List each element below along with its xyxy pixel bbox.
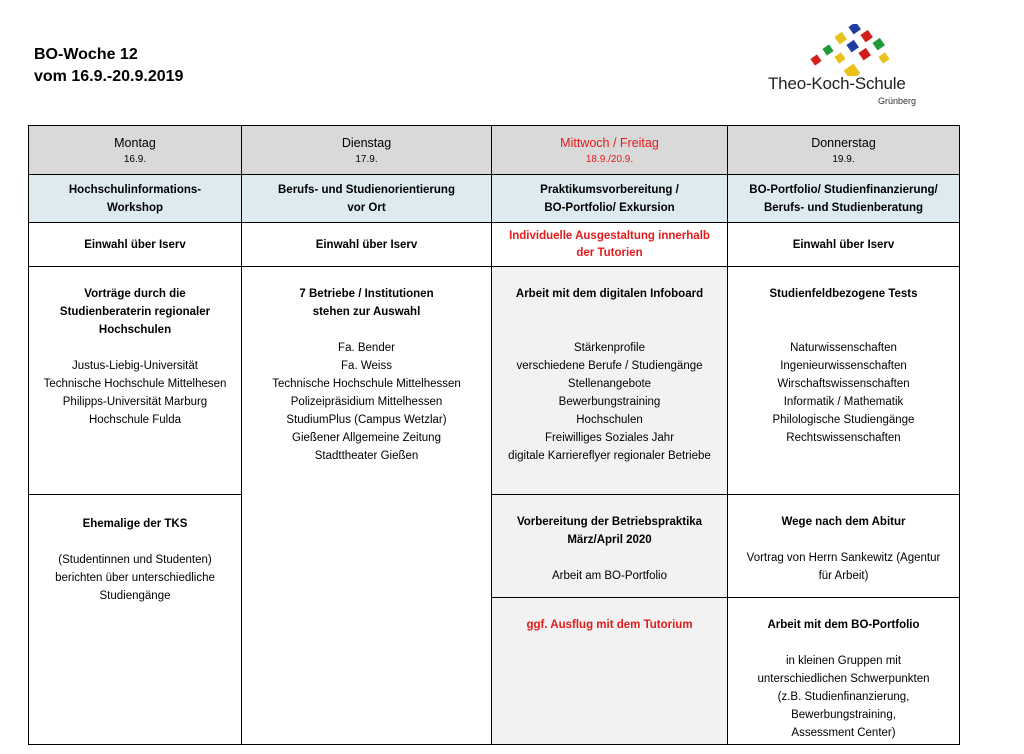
topic-line: Berufs- und Studienberatung <box>763 201 924 214</box>
day-name: Donnerstag <box>811 136 876 150</box>
school-logo <box>762 24 922 116</box>
title-week: BO-Woche 12 <box>34 46 138 63</box>
column-thursday <box>727 126 959 744</box>
session-block <box>29 494 241 744</box>
topic-line: Hochschulinformations- <box>68 183 202 196</box>
logo-subtext: Grünberg <box>878 96 917 106</box>
list-item: Gießener Allgemeine Zeitung <box>292 432 441 444</box>
day-header <box>29 126 241 175</box>
enrollment-cell <box>728 223 959 267</box>
enrollment-cell <box>242 223 491 267</box>
list-item: (Studentinnen und Studenten) <box>58 554 212 566</box>
day-date: 16.9. <box>123 154 147 165</box>
list-item: unterschiedlichen Schwerpunkten <box>757 673 930 685</box>
list-item: Ingenieurwissenschaften <box>780 360 907 372</box>
list-item: digitale Karriereflyer regionaler Betriebe <box>508 450 711 462</box>
topic-line: Praktikumsvorbereitung / <box>540 183 679 196</box>
day-name: Mittwoch / Freitag <box>560 136 659 150</box>
enrollment-text: Einwahl über Iserv <box>84 238 186 251</box>
day-date: 19.9. <box>832 154 855 165</box>
session-block <box>492 494 727 597</box>
enrollment-cell <box>29 223 241 267</box>
block-heading: Ehemalige der TKS <box>82 518 188 530</box>
list-item: Fa. Bender <box>338 342 395 354</box>
list-item: Stärkenprofile <box>574 342 645 354</box>
list-item: Bewerbungstraining <box>558 396 661 408</box>
day-name: Dienstag <box>341 136 392 150</box>
list-item: Hochschulen <box>576 414 643 426</box>
list-item: Fa. Weiss <box>341 360 392 372</box>
logo-squares-icon <box>762 24 922 76</box>
list-item: Assessment Center) <box>791 727 896 739</box>
list-item: StudiumPlus (Campus Wetzlar) <box>286 414 447 426</box>
topic-line: Workshop <box>106 201 163 214</box>
list-item: (z.B. Studienfinanzierung, <box>777 691 910 703</box>
list-item: für Arbeit) <box>818 570 869 582</box>
list-item: Studiengänge <box>99 590 171 602</box>
list-item: Justus-Liebig-Universität <box>72 360 198 372</box>
list-item: Philologische Studiengänge <box>772 414 915 426</box>
list-item: Hochschule Fulda <box>88 414 182 426</box>
list-item: Technische Hochschule Mittelhesen <box>43 378 227 390</box>
session-block <box>242 267 491 744</box>
list-item: Vortrag von Herrn Sankewitz (Agentur <box>746 552 941 564</box>
block-heading: Hochschulen <box>98 324 172 336</box>
session-block <box>728 494 959 597</box>
block-heading: ggf. Ausflug mit dem Tutorium <box>526 619 693 631</box>
session-block <box>492 267 727 494</box>
column-monday <box>29 126 241 744</box>
list-item: Wirschaftswissenschaften <box>777 378 910 390</box>
list-item: Technische Hochschule Mittelhessen <box>272 378 461 390</box>
session-block <box>492 597 727 744</box>
list-item: Stadttheater Gießen <box>314 450 419 462</box>
list-item: Arbeit am BO-Portfolio <box>551 570 668 582</box>
session-block <box>29 267 241 494</box>
topic-line: BO-Portfolio/ Exkursion <box>544 201 675 214</box>
topic-cell <box>242 175 491 223</box>
session-block <box>728 597 959 744</box>
enrollment-text: Individuelle Ausgestaltung innerhalb <box>509 229 710 242</box>
column-wednesday-friday <box>491 126 727 744</box>
enrollment-text: Einwahl über Iserv <box>792 238 895 251</box>
day-header <box>492 126 727 175</box>
day-date: 18.9./20.9. <box>585 154 634 165</box>
enrollment-cell <box>492 223 727 267</box>
list-item: Freiwilliges Soziales Jahr <box>544 432 675 444</box>
logo-text: Theo-Koch-Schule <box>768 74 906 93</box>
block-heading: Vorbereitung der Betriebspraktika <box>516 516 703 528</box>
enrollment-text: der Tutorien <box>576 246 643 259</box>
list-item: Informatik / Mathematik <box>783 396 904 408</box>
block-heading: Vorträge durch die <box>84 288 186 300</box>
topic-line: BO-Portfolio/ Studienfinanzierung/ <box>749 183 938 196</box>
day-header <box>728 126 959 175</box>
topic-cell <box>728 175 959 223</box>
list-item: Rechtswissenschaften <box>786 432 901 444</box>
list-item: Philipps-Universität Marburg <box>62 396 208 408</box>
topic-cell <box>29 175 241 223</box>
title-dates: vom 16.9.-20.9.2019 <box>34 68 184 85</box>
column-tuesday <box>241 126 491 744</box>
list-item: Stellenangebote <box>567 378 652 390</box>
topic-line: vor Ort <box>347 201 386 214</box>
block-heading: März/April 2020 <box>567 534 652 546</box>
list-item: in kleinen Gruppen mit <box>785 655 902 667</box>
list-item: Naturwissenschaften <box>790 342 897 354</box>
page-title <box>34 44 183 88</box>
block-heading: Studienfeldbezogene Tests <box>769 288 918 300</box>
block-heading: 7 Betriebe / Institutionen <box>299 288 434 300</box>
block-heading: Arbeit mit dem BO-Portfolio <box>767 619 920 631</box>
list-item: verschiedene Berufe / Studiengänge <box>516 360 703 372</box>
session-block <box>728 267 959 494</box>
block-heading: Studienberaterin regionaler <box>59 306 211 318</box>
enrollment-text: Einwahl über Iserv <box>315 238 418 251</box>
day-header <box>242 126 491 175</box>
topic-line: Berufs- und Studienorientierung <box>278 183 455 196</box>
list-item: Polizeipräsidium Mittelhessen <box>290 396 443 408</box>
day-date: 17.9. <box>355 154 378 165</box>
block-heading: Arbeit mit dem digitalen Infoboard <box>515 288 704 300</box>
list-item: berichten über unterschiedliche <box>55 572 215 584</box>
block-heading: stehen zur Auswahl <box>312 306 421 318</box>
day-name: Montag <box>114 136 156 150</box>
weekly-schedule-table <box>28 125 960 745</box>
topic-cell <box>492 175 727 223</box>
block-heading: Wege nach dem Abitur <box>781 516 906 528</box>
list-item: Bewerbungstraining, <box>791 709 896 721</box>
